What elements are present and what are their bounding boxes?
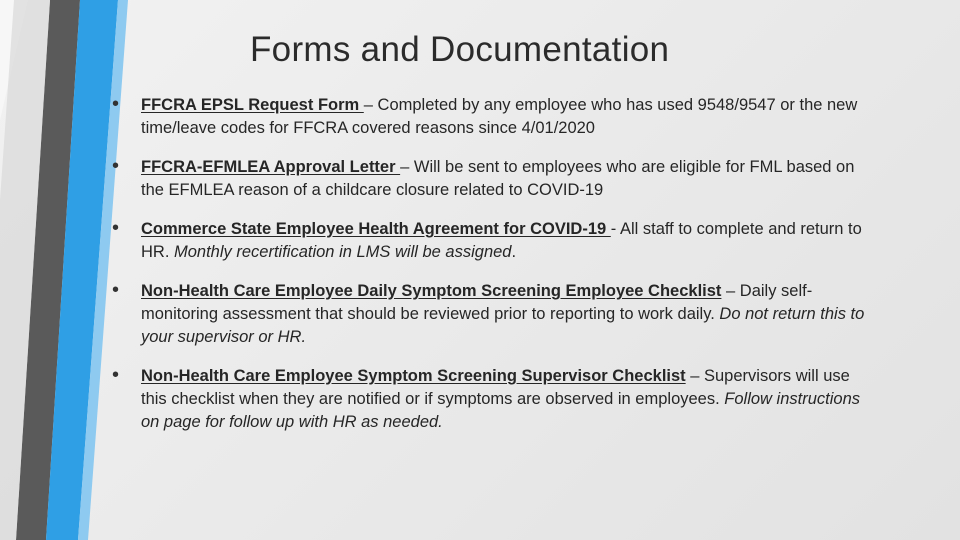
bullet-text: – Daily self-monitoring assessment that should be reviewed prior to reporting to work daily. [141, 282, 813, 323]
bullet-item [112, 94, 872, 140]
bullet-italic-note: Do not return this to your supervisor or HR. [141, 305, 865, 346]
bullet-text: – Supervisors will use this checklist when they are notified or if symptoms are observed in employees. [141, 367, 850, 408]
bullet-item [112, 365, 872, 434]
bullet-italic-note: Monthly recertification in LMS will be assigned [174, 243, 512, 261]
bullet-dot-icon: • [112, 364, 120, 386]
bullet-item [112, 156, 872, 202]
slide-title: Forms and Documentation [250, 30, 670, 69]
form-name-link[interactable]: FFCRA EPSL Request Form [141, 96, 364, 114]
form-name-link[interactable]: Commerce State Employee Health Agreement for COVID-19 [141, 220, 611, 238]
decorative-side-stripes [0, 0, 130, 540]
bullet-dot-icon: • [112, 279, 120, 301]
bullet-dot-icon: • [112, 155, 120, 177]
bullet-text: – Completed by any employee who has used 9548/9547 or the new time/leave codes for FFCRA covered reasons since 4/01/2020 [141, 96, 858, 137]
bullet-text: – Will be sent to employees who are eligible for FML based on the EFMLEA reason of a childcare closure related to COVID-19 [141, 158, 855, 199]
form-name-link[interactable]: FFCRA-EFMLEA Approval Letter [141, 158, 401, 176]
bullet-tail: . [511, 243, 517, 261]
bullet-italic-note: Follow instructions on page for follow up with HR as needed. [141, 390, 860, 431]
bullet-dot-icon: • [112, 93, 120, 115]
form-name-link[interactable]: Non-Health Care Employee Symptom Screening Supervisor Checklist [141, 367, 686, 385]
bullet-list [112, 94, 872, 434]
bullet-dot-icon: • [112, 217, 120, 239]
form-name-link[interactable]: Non-Health Care Employee Daily Symptom Screening Employee Checklist [141, 282, 722, 300]
bullet-item [112, 218, 872, 264]
bullet-text: - All staff to complete and return to HR. [141, 220, 862, 261]
bullet-item [112, 280, 872, 349]
